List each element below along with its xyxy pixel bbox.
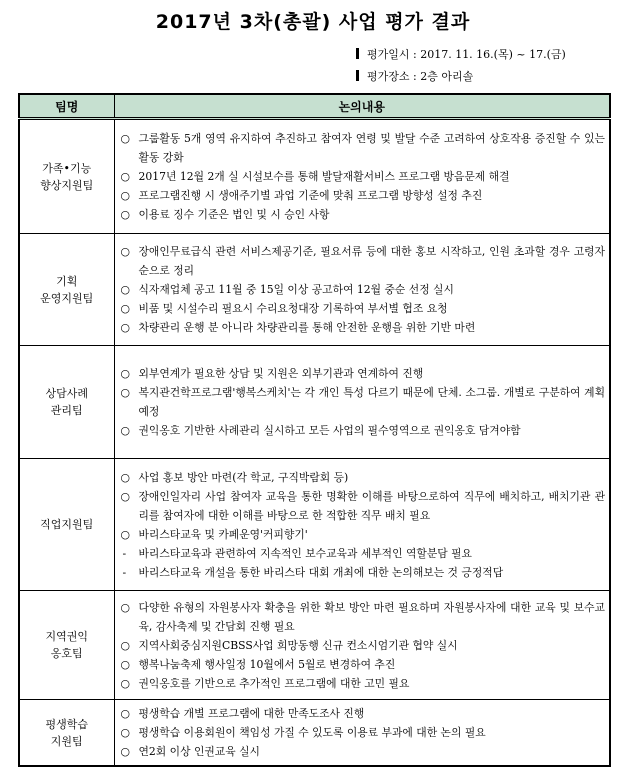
team-name-line: 옹호팀: [50, 647, 83, 660]
list-item-text: 지역사회중심지원CBSS사업 희망동행 신규 컨소시엄기관 협약 실시: [138, 638, 458, 652]
page-title: 2017년 3차(총괄) 사업 평가 결과: [155, 11, 471, 33]
table-row: [19, 346, 610, 459]
team-name-line: 향상지원팀: [40, 178, 94, 192]
sub-list-item-text: 바리스타교육과 관련하여 지속적인 보수교육과 세부적인 역할분담 필요: [138, 546, 472, 560]
team-name-cell: [19, 346, 114, 459]
list-item: [121, 598, 606, 636]
discussion-cell: [114, 591, 610, 700]
circle-bullet-icon: ○: [120, 386, 130, 399]
list-item: [121, 299, 606, 318]
table-row: [19, 119, 610, 234]
eval-date-text: 평가일시 : 2017. 11. 16.(목) ~ 17.(금): [367, 48, 566, 61]
list-item-text: 권익옹호 기반한 사례관리 실시하고 모든 사업의 필수영역으로 권익옹호 담겨야함: [138, 424, 521, 437]
team-name-cell: [19, 234, 114, 346]
list-item-text: 연2회 이상 인권교육 실시: [138, 745, 260, 758]
list-item: [121, 468, 606, 487]
circle-bullet-icon: ○: [120, 657, 130, 671]
discussion-cell: [114, 700, 610, 767]
circle-bullet-icon: ○: [120, 208, 130, 221]
table-row: [19, 700, 610, 767]
list-item: [121, 364, 606, 383]
list-item: [121, 636, 606, 655]
list-item-text: 차량관리 운행 분 아니라 차량관리를 통해 안전한 운행을 위한 기반 마련: [138, 321, 476, 334]
list-item-text: 평생학습 개별 프로그램에 대한 만족도조사 진행: [138, 707, 365, 720]
list-item-text: 복지관건학프로그램'행복스케치'는 각 개인 특성 다르기 때문에 단체. 소그룹. 개별로 구분하여 계획 예정: [138, 386, 605, 418]
list-item-text: 평생학습 이용회원이 책임성 가질 수 있도록 이용료 부과에 대한 논의 필요: [138, 726, 486, 739]
circle-bullet-icon: ○: [120, 600, 130, 614]
team-name-line: 관리팀: [50, 404, 83, 417]
circle-bullet-icon: ○: [120, 745, 130, 758]
circle-bullet-icon: ○: [120, 132, 130, 145]
team-name-line: 지역권익: [45, 630, 88, 643]
list-item-text: 권익옹호를 기반으로 추가적인 프로그램에 대한 고민 필요: [138, 676, 410, 690]
circle-bullet-icon: ○: [120, 676, 130, 690]
dash-bullet-icon: -: [122, 565, 127, 579]
list-item-text: 그룹활동 5개 영역 유지하여 추진하고 참여자 연령 및 발달 수준 고려하여 상호작용 증진할 수 있는 활동 강화: [138, 132, 605, 164]
team-name-cell: [19, 700, 114, 767]
circle-bullet-icon: ○: [120, 424, 130, 437]
circle-bullet-icon: ○: [120, 321, 130, 334]
eval-place-text: 평가장소 : 2층 아리솔: [367, 70, 474, 83]
circle-bullet-icon: ○: [120, 170, 130, 183]
circle-bullet-icon: ○: [120, 470, 130, 484]
list-item: [121, 655, 606, 674]
circle-bullet-icon: ○: [120, 489, 130, 503]
team-name-line: 직업지원팀: [40, 518, 94, 531]
circle-bullet-icon: ○: [120, 638, 130, 652]
discussion-cell: [114, 346, 610, 459]
team-name-cell: [19, 459, 114, 591]
team-name-line: 평생학습: [45, 717, 88, 731]
list-item: [121, 487, 606, 525]
list-item: [121, 525, 606, 544]
team-name-line: 운영지원팀: [40, 291, 94, 305]
list-item-text: 행복나눔축제 행사일정 10월에서 5월로 변경하여 추진: [138, 657, 396, 671]
sub-list-item: [121, 544, 606, 563]
table-header-row: [19, 94, 610, 119]
circle-bullet-icon: ○: [120, 283, 130, 296]
team-name-cell: [19, 119, 114, 234]
eval-place: [356, 68, 473, 84]
eval-date: [356, 46, 566, 62]
list-item: [121, 186, 606, 205]
discussion-cell: [114, 119, 610, 234]
dash-bullet-icon: -: [122, 546, 127, 560]
list-item: [121, 723, 606, 742]
table-row: [19, 591, 610, 700]
sub-list-item: [121, 563, 606, 582]
list-item-text: 식자재업체 공고 11월 중 15일 이상 공고하여 12월 중순 선정 실시: [138, 283, 454, 296]
list-item: [121, 205, 606, 224]
list-item: [121, 421, 606, 440]
list-item-text: 장애인일자리 사업 참여자 교육을 통한 명확한 이해를 바탕으로하여 직무에 배치하고, 배치기관 관리를 참여자에 대한 이해를 바탕으로 한 적합한 직무 배치 필요: [138, 489, 605, 522]
list-item-text: 이용료 징수 기준은 법인 및 시 승인 사항: [138, 208, 330, 221]
circle-bullet-icon: ○: [120, 527, 130, 541]
team-name-line: 가족•기능: [42, 161, 92, 175]
discussion-cell: [114, 459, 610, 591]
list-item: [121, 674, 606, 693]
list-item-text: 바리스타교육 및 카페운영'커피향기': [138, 527, 308, 541]
list-item: [121, 280, 606, 299]
circle-bullet-icon: ○: [120, 189, 130, 202]
list-item: [121, 383, 606, 421]
team-name-line: 지원팀: [50, 734, 83, 748]
bullet-bar-icon: [356, 70, 359, 81]
table-row: [19, 234, 610, 346]
list-item: [121, 318, 606, 337]
list-item: [121, 742, 606, 761]
bullet-bar-icon: [356, 48, 359, 59]
evaluation-table: [18, 93, 611, 767]
circle-bullet-icon: ○: [120, 707, 130, 720]
sub-list-item-text: 바리스타교육 개설을 통한 바리스타 대회 개최에 대한 논의해보는 것 긍정적답: [138, 565, 504, 579]
list-item-text: 2017년 12월 2개 실 시설보수를 통해 발달재활서비스 프로그램 방음문제 해결: [138, 170, 510, 183]
list-item-text: 장애인무료급식 관련 서비스제공기준, 필요서류 등에 대한 홍보 시작하고, 인원 초과할 경우 고령자 순으로 정리: [138, 245, 605, 277]
circle-bullet-icon: ○: [120, 367, 130, 380]
list-item: [121, 167, 606, 186]
list-item: [121, 129, 606, 167]
list-item-text: 외부연계가 필요한 상담 및 지원은 외부기관과 연계하여 진행: [138, 367, 424, 380]
circle-bullet-icon: ○: [120, 245, 130, 258]
list-item-text: 다양한 유형의 자원봉사자 확충을 위한 확보 방안 마련 필요하며 자원봉사자에 대한 교육 및 보수교육, 감사축제 및 간담회 진행 필요: [138, 600, 605, 633]
list-item-text: 사업 홍보 방안 마련(각 학교, 구직박람회 등): [138, 470, 349, 484]
list-item: [121, 704, 606, 723]
list-item: [121, 242, 606, 280]
table-row: [19, 459, 610, 591]
list-item-text: 프로그램진행 시 생애주기별 과업 기준에 맞춰 프로그램 방향성 설정 추진: [138, 189, 483, 202]
header-team: 팀명: [19, 94, 114, 119]
list-item-text: 비품 및 시설수리 필요시 수리요청대장 기록하여 부서별 협조 요청: [138, 302, 448, 315]
header-content: 논의내용: [114, 94, 610, 119]
circle-bullet-icon: ○: [120, 726, 130, 739]
discussion-cell: [114, 234, 610, 346]
circle-bullet-icon: ○: [120, 302, 130, 315]
team-name-cell: [19, 591, 114, 700]
team-name-line: 상담사례: [45, 387, 88, 400]
team-name-line: 기획: [56, 274, 78, 288]
